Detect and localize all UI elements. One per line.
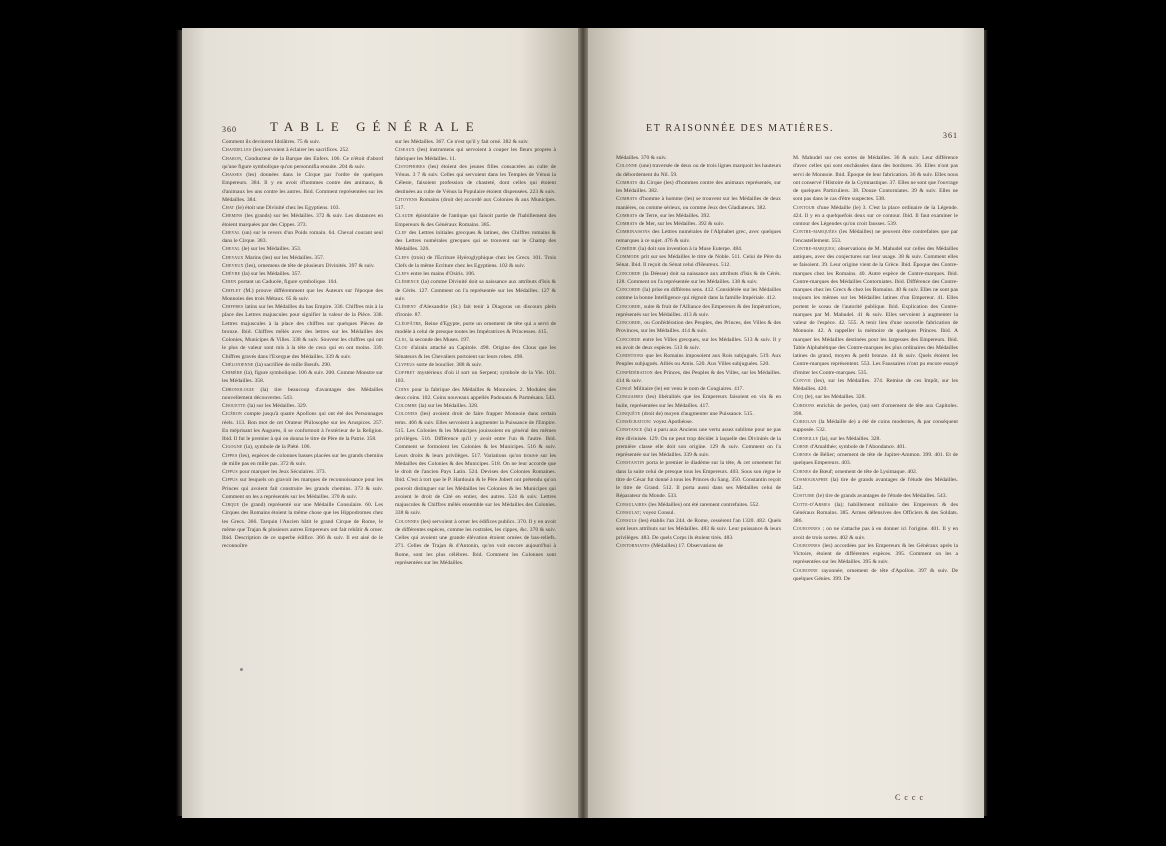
entry-text: (la) tire beaucoup d'avantages des Médailles nouvellement découvertes. 543. xyxy=(222,386,384,401)
entry-headword: Chronologie xyxy=(222,386,261,393)
entry-headword: Cippus xyxy=(222,477,240,484)
index-entry xyxy=(793,228,958,245)
book-spread xyxy=(182,28,984,818)
index-entry xyxy=(222,270,383,278)
right-columns xyxy=(616,154,958,583)
index-entry xyxy=(222,262,383,270)
entry-text: (le grand) représenté sur une Médaille Consulaire. 60. Les Cirques des Romains étoient la même chose que les Hippodromes chez les Grecs. 366. Tarquin l'Ancien bâtit le grand Cirque de Rome, le même que Trajan & plusieurs autres Empereurs ont fait rebâtir & orner. Ibid. Description de ce superbe édifice. 366 & suiv. Il est aisé de le reconnoître xyxy=(222,502,383,550)
index-entry xyxy=(395,138,556,146)
entry-text: Marins (les) sur les Médailles. 357. xyxy=(245,254,325,261)
entry-text: (la) comme Divinité doit sa naissance aux attributs d'Isis & de Cérès. 127. Comment on l'a représentée sur les Médailles. 127 & suiv. xyxy=(395,279,556,302)
entry-headword: Clou xyxy=(395,345,411,352)
index-entry xyxy=(395,518,556,568)
entry-text: (la Médaille de) a été de coins modernes, & par conséquent supposée. 532. xyxy=(793,419,958,434)
entry-headword: Chiflet xyxy=(222,287,244,294)
entry-text: voyez Consul. xyxy=(642,509,675,516)
entry-text: compte jusqu'à quatre Apollons qui ont été des Personnages réels. 113. Bon mot de cet Orateur Philosophe sur les Aruspices. 257. En méprisant les Augures, il se conformoit à l'extérieur de la Religion. Ibid. Il fut le premier à qui on donna le titre de Père de la Patrie. 358. xyxy=(222,411,383,442)
entry-text: du Cirque (les) d'hommes contre des animaux représentés, sur les Médailles. 382. xyxy=(616,179,781,194)
entry-text: (droit de) moyen d'augmenter une Puissance. 515. xyxy=(641,410,754,417)
entry-headword: Congé xyxy=(616,386,634,392)
entry-text: sorte de bouclier. 388 & suiv. xyxy=(416,361,483,368)
index-entry xyxy=(395,229,556,254)
index-entry xyxy=(222,361,383,369)
entry-headword: Clefs xyxy=(395,254,412,261)
entry-text: (trois) de l'Ecriture Hyéroglyphique chez les Grecs. 101. Trois Clefs de la même Ecriture chez les Egyptiens. 102 & suiv. xyxy=(395,254,556,269)
index-entry xyxy=(793,245,958,377)
entry-text: (le), sur les Médailles. 328. xyxy=(804,394,866,401)
index-entry xyxy=(616,245,781,253)
entry-text: (les) données dans le Cirque par l'ordre de quelques Empereurs. 384. Il y en avoit d'hommes contre des animaux, & d'animaux les uns contre les autres. Ibid. Comment représentées sur les Médailles. 384. xyxy=(222,172,383,203)
entry-headword: Cornes xyxy=(793,468,813,475)
index-entry xyxy=(793,501,958,526)
entry-headword: Couronnes xyxy=(793,526,823,533)
index-entry xyxy=(222,146,383,154)
entry-headword: Clypeus xyxy=(395,361,417,368)
index-entry xyxy=(616,410,781,418)
entry-headword: Coq xyxy=(793,394,805,401)
index-entry xyxy=(616,418,781,426)
entry-text: entre les mains d'Osiris. 106. xyxy=(410,271,476,277)
entry-text: prit sur ses Médailles le titre de Noble. 511. Celui de Père du Sénat. Ibid. Il reçoit du Sénat celui d'Heureux. 512. xyxy=(616,254,781,269)
index-entry xyxy=(395,369,556,386)
entry-text: (le) sur les Médailles. 353. xyxy=(241,246,302,253)
entry-headword: Consulat; xyxy=(616,509,643,516)
entry-text: (les) libéralités que les Empereurs faisoient en vin & en huile, représentées sur les Médailles. 417. xyxy=(616,394,782,409)
entry-headword: Chien xyxy=(222,279,238,286)
entry-text: latins sur les Médailles du bas Empire. 336. Chiffres mis à la place des Lettres majuscules pour signifier la valeur de la Pièce. 338. Lettres majuscules à la place des chiffres sur quelques Pièces de bronze. Ibid. Chiffres mêlés avec des lettres sur les Médailles des Colonies, Municipes & Villes. 338 & suiv. Souvent les chiffres qui ont le plus de valeur sont mis à la tête de ceux qui en ont moins. 339. Chiffres gravés dans l'Exergue des Médailles. 339 & suiv. xyxy=(222,304,383,360)
entry-headword: Cléopâtre, xyxy=(395,320,425,327)
entry-text: d'Alexandrie (St.) fait tenir à Diagoras un discours plein d'ironie. 87. xyxy=(395,304,557,319)
entry-text: Militaire (le) est venu le nom de Congiaires. 417. xyxy=(633,386,744,392)
index-entry xyxy=(616,336,781,353)
entry-text: (une) traversée de deux ou de trois lignes marquoit les hauteurs du débordement du Nil. 59. xyxy=(616,163,781,178)
entry-text: portant un Caducée, figure symbolique. 104. xyxy=(237,279,338,286)
entry-headword: Clio, xyxy=(395,337,410,343)
index-entry xyxy=(395,163,556,196)
entry-headword: Chandelles xyxy=(222,147,253,154)
entry-text: (Médailles) 17. Observations de xyxy=(651,542,723,549)
entry-headword: Colombe xyxy=(395,403,419,409)
index-entry xyxy=(793,418,958,435)
index-entry xyxy=(222,254,383,262)
index-entry xyxy=(395,146,556,163)
entry-text: (les) étoient des jeunes filles consacrées au culte de Vénus. 3 7 & suiv. Celles qui servoient dans les Temples de Vénus la Céleste, faisoient profession de chasteté, dont celles qui étoient destinées au culte de Vénus la Populaire étoient dispensées. 223 & suiv. xyxy=(395,163,556,195)
entry-headword: Chouette xyxy=(222,403,248,409)
entry-text: (les) établis l'an 244. de Rome, cessèrent l'an 1320. 482. Quels sont leurs attributs sur les Médailles. 483 & suiv. Leur puissance & leurs privilèges. 483. De quels Corps ils étoient tirés. 483. xyxy=(616,518,781,541)
entry-headword: Concorde, xyxy=(616,303,644,310)
index-entry xyxy=(616,303,781,320)
index-entry xyxy=(793,468,958,476)
index-entry xyxy=(616,270,781,287)
index-entry xyxy=(222,278,383,286)
index-entry xyxy=(616,154,781,162)
entry-text: ; on ne s'attache pas à en donner ici l'origine. 401. Il y en avoit de trois sortes. 402 & suiv. xyxy=(793,526,958,541)
entry-text: (la), sur les Médailles. 328. xyxy=(819,435,881,442)
entry-text: (la), symbole de la Piété. 106. xyxy=(244,444,311,451)
entry-headword: Colonnes xyxy=(395,518,421,525)
entry-headword: Clef xyxy=(395,229,409,236)
index-entry xyxy=(616,253,781,270)
entry-text: d'homme à homme (les) se trouvent sur les Médailles de deux manières, ou comme sérieux, ou comme Jeux des Gladiateurs. 382. xyxy=(616,196,781,211)
entry-headword: Combats xyxy=(616,196,640,203)
index-entry xyxy=(616,162,781,179)
entry-headword: Convoi xyxy=(793,377,814,384)
entry-headword: Cirque xyxy=(222,502,243,508)
index-entry xyxy=(616,426,781,459)
entry-headword: Concorde, xyxy=(616,320,645,326)
entry-text: de Bœuf; ornement de tête de Lysimaque. 402. xyxy=(812,468,918,475)
entry-headword: Colonne xyxy=(616,163,640,170)
index-entry xyxy=(222,171,383,204)
right-page-number: 361 xyxy=(943,131,958,140)
entry-headword: Ciseaux xyxy=(395,147,418,154)
entry-headword: Consécration: xyxy=(616,419,654,425)
entry-headword: Consulaires xyxy=(616,501,649,508)
entry-headword: Chevaux xyxy=(222,254,246,261)
entry-text: pour marquer les Jeux Séculaires. 373. xyxy=(239,469,326,475)
index-entry xyxy=(616,319,781,336)
page-speck xyxy=(240,668,243,671)
entry-headword: Contre-marquées xyxy=(793,229,840,236)
entry-text: (les Médailles) ne peuvent être contrefaites que par l'encastellement. 553. xyxy=(793,229,958,244)
index-entry xyxy=(395,336,556,344)
entry-headword: Claude xyxy=(395,213,416,220)
entry-text: (la) tire de grands avantages de l'étude des Médailles. 542. xyxy=(793,476,958,491)
index-entry xyxy=(616,179,781,196)
entry-text: mystérieux d'où il sort un Serpent; symbole de la Vie. 101. 103. xyxy=(395,370,557,385)
entry-text: (M.) prouve différemment que les Auteurs sur l'époque des Monnoies des trois Métaux. 65 & suiv. xyxy=(222,287,383,302)
index-entry xyxy=(616,542,781,550)
entry-headword: Corneille xyxy=(793,435,820,442)
entry-headword: Cotte-d'Armes xyxy=(793,501,835,508)
entry-text: (la) sur les Médailles. 357. xyxy=(241,271,302,277)
entry-text: (la) sur les Médailles. 328. xyxy=(418,403,479,409)
entry-text: Romains (droit de) accordé aux Colonies & aux Municipes. 517. xyxy=(395,196,556,211)
entry-headword: Combats xyxy=(616,179,640,186)
entry-text: porta le premier le diadème sur la tête, & cet ornement fut dans la suite celui de presque tous les Empereurs. 403. Sous son règne le titre de César fut donné à tous les Princes du Sang. 350. Constantin reçoit le titre de Grand. 512. Il porta aussi dans ses Médailles celui de Réparateur du Monde. 533. xyxy=(616,460,781,500)
entry-text: de Mer, sur les Médailles. 392 & suiv. xyxy=(638,221,725,227)
entry-text: des Lettres numérales de l'Alphabet grec, avec quelques remarques à ce sujet. 476 & suiv. xyxy=(616,229,781,244)
index-entry xyxy=(395,344,556,361)
entry-text: (la Déesse) doit sa naissance aux attributs d'Isis & de Cérès. 128. Comment on l'a représentée sur les Médailles. 138 & suiv. xyxy=(616,270,781,285)
entry-headword: Confédération xyxy=(616,369,655,376)
index-entry xyxy=(793,377,958,394)
index-entry xyxy=(616,369,781,386)
index-entry xyxy=(616,393,781,410)
index-entry xyxy=(395,361,556,369)
entry-text: (la) sacrifiée de mille Bœufs. 290. xyxy=(255,361,332,368)
entry-headword: Conquête xyxy=(616,410,642,417)
entry-headword: Cistophores xyxy=(395,163,429,170)
index-entry xyxy=(395,212,556,229)
entry-headword: Charon, xyxy=(222,155,245,162)
index-entry xyxy=(616,212,781,220)
index-entry xyxy=(395,303,556,320)
index-entry xyxy=(395,270,556,278)
index-entry xyxy=(395,410,556,517)
index-entry xyxy=(222,369,383,386)
index-entry xyxy=(793,402,958,419)
index-entry xyxy=(793,542,958,567)
left-running-title: TABLE GÉNÉRALE xyxy=(270,119,481,134)
index-entry xyxy=(793,443,958,451)
entry-headword: Clémence xyxy=(395,279,422,286)
index-entry xyxy=(222,204,383,212)
right-running-title: ET RAISONNÉE DES MATIÈRES. xyxy=(646,123,835,134)
entry-text: d'Amalthée; symbole de l'Abondance. 401. xyxy=(810,443,907,450)
entry-text: (la) prise en différens sens. 412. Considérée sur les Médailles comme la bonne Intelligence qui régnoit dans la famille Impériale. 412. xyxy=(616,287,782,302)
entry-text: (les Médailles) ont été rarement contrefaites. 552. xyxy=(648,501,760,508)
index-entry xyxy=(616,459,781,500)
entry-headword: Concorde xyxy=(616,287,643,293)
entry-headword: Concorde xyxy=(616,270,643,277)
entry-headword: Comédie xyxy=(616,245,639,252)
entry-headword: Contour xyxy=(793,204,817,211)
entry-headword: Constantin xyxy=(616,460,647,467)
index-entry xyxy=(222,402,383,410)
entry-text: (la) doit son invention à la Muse Euterpe. 484. xyxy=(638,245,743,252)
entry-text: pour la fabrique des Médailles & Monnoies. 2. Modules des deux coins. 102. Coins nouveaux appellés Padouans & Parmésans. 543. xyxy=(395,386,556,401)
entry-headword: Colonies xyxy=(395,411,421,418)
index-entry xyxy=(395,402,556,410)
index-entry xyxy=(222,452,383,469)
left-columns xyxy=(222,138,556,567)
index-entry xyxy=(222,386,383,403)
entry-headword: Cheval xyxy=(222,229,243,236)
entry-text: (les) instrumens qui servoient à couper les fleurs propres à fabriquer les Médailles. 11. xyxy=(395,147,556,162)
entry-headword: Corne xyxy=(793,443,811,450)
index-entry xyxy=(616,228,781,245)
index-entry xyxy=(793,492,958,500)
entry-headword: Cordons xyxy=(793,402,817,409)
index-entry xyxy=(395,254,556,271)
entry-text: sur les Médailles. 367. Ce n'est qu'il y fait orné. 382 & suiv. xyxy=(395,139,529,145)
entry-headword: Cornes xyxy=(793,452,814,458)
index-entry xyxy=(222,443,383,451)
entry-text: suite & fruit de l'Alliance des Empereurs & des Impératrices, représentés sur les Médailles. 413 & suiv. xyxy=(616,303,781,318)
entry-text: (la) a paru aux Anciens une vertu assez sublime pour ne pas être divinisée. 129. On ne peut trop décider à laquelle des Divinités de la première classe elle doit son origine. 129 & suiv. Comment on l'a représentée sur les Médailles. 339 & suiv. xyxy=(616,427,781,458)
entry-text: de Bélier; ornement de tête de Jupiter-Ammon. 399. 401. Et de quelques Empereurs. 403. xyxy=(793,452,958,467)
entry-text: (les), sur les Médailles. 374. Remise de ces Impôt, sur les Médailles. 420. xyxy=(793,377,958,392)
entry-headword: Cigogne xyxy=(222,444,245,451)
entry-headword: Commode xyxy=(616,254,642,260)
entry-headword: Chélonienne xyxy=(222,361,256,368)
index-entry xyxy=(616,509,781,517)
entry-headword: Congiaires xyxy=(616,394,647,401)
index-entry xyxy=(616,352,781,369)
entry-text: d'une Médaille (le) 3. C'est la place ordinaire de la Légende. 424. Il y en a quelquefois deux sur ce contour. Ibid. Il faut examiner le contour des Légendes qu'on croit fausses. 539. xyxy=(793,204,959,227)
entry-headword: Costume xyxy=(793,493,817,500)
entry-text: (le) tire de grands avantages de l'étude des Médailles. 543. xyxy=(816,493,947,500)
index-entry xyxy=(793,393,958,401)
entry-text: Comment ils devinrent Idolâtres. 75 & suiv. xyxy=(222,139,321,145)
index-entry xyxy=(222,229,383,246)
entry-text: entre les Villes grecques, sur les Médailles. 513 & suiv. Il y en avoit de deux espèces. 513 & suiv. xyxy=(616,336,781,351)
index-entry xyxy=(222,303,383,361)
entry-headword: Coriolan xyxy=(793,419,819,425)
index-entry xyxy=(616,501,781,509)
entry-text: ou Confédération des Peuples, des Princes, des Villes & des Provinces, sur les Médailles. 414 & suiv. xyxy=(616,320,781,335)
entry-text: Conducteur de la Barque des Enfers. 106. Ce n'étoit d'abord qu'une figure symbolique qu'on personnifia ensuite. 204 & suiv. xyxy=(222,155,383,170)
left-column-2 xyxy=(395,138,556,567)
index-entry xyxy=(222,138,383,146)
index-entry xyxy=(395,196,556,213)
entry-headword: Combats xyxy=(616,221,639,227)
signature-mark: C c c c xyxy=(895,793,924,802)
entry-headword: Cosmographie xyxy=(793,476,831,483)
entry-text: épistolaire de l'antique qui faisoit partie de l'habillement des Empereurs & des Généraux Romains. 385. xyxy=(395,213,556,228)
entry-headword: Couronnes xyxy=(793,542,823,549)
entry-text: (les), espèces de colonnes basses placées sur les grands chemins de mille pas en mille pas. 372 & suiv. xyxy=(222,452,383,467)
entry-headword: Couronne xyxy=(793,567,822,574)
entry-headword: Conditions xyxy=(616,353,646,359)
entry-headword: Combats xyxy=(616,212,639,219)
entry-headword: Coffret xyxy=(395,370,418,376)
index-entry xyxy=(395,278,556,303)
entry-text: (les), ornemens de tête de plusieurs Divinités. 397 & suiv. xyxy=(245,262,375,269)
entry-text: (la); habillement militaire des Empereurs & des Généraux Romains. 385. Armes défensives des Officiers & des Soldats. 386. xyxy=(793,501,958,524)
entry-headword: Concorde xyxy=(616,336,643,343)
entry-headword: Citoyens xyxy=(395,196,420,203)
index-entry xyxy=(222,287,383,304)
entry-headword: Coins xyxy=(395,386,412,393)
right-page xyxy=(588,28,984,818)
entry-text: la seconde des Muses. 197. xyxy=(409,337,471,343)
entry-text: Médailles. 370 & suiv. xyxy=(616,155,667,161)
entry-headword: Chimère xyxy=(222,370,245,376)
entry-headword: Cippus xyxy=(222,469,240,475)
index-entry xyxy=(222,476,383,501)
entry-text: (les grands) sur les Médailles. 372 & suiv. Les distances en étoient marquées par des Cippes. 373. xyxy=(222,213,383,228)
right-column-2 xyxy=(793,154,958,583)
left-column-1 xyxy=(222,138,383,567)
entry-headword: Chèvre xyxy=(222,271,242,277)
entry-text: M. Mahudel sur ces sortes de Médailles. 36 & suiv. Leur différence d'avec celles qui sont enchâssées dans des bordures. 36. Elles n'ont pas servi de Monnoie. Ibid. Époque de leur fabrication. 36 & suiv. Elles nous ont conservé l'Histoire de la Gymnastique. 37. Elles ne sont que l'ouvrage de quelques Particuliers. 38. Douze Contorniates. 39 & suiv. Elles ne sont pas dans le cas d'être suspectes. 538. xyxy=(793,155,958,203)
left-page-number: 360 xyxy=(222,125,237,134)
book-gutter xyxy=(578,28,588,818)
entry-text: (les) avoient droit de faire frapper Monnoie dans certain tems. 466 & suiv. Elles servoient à augmenter la Puissance de l'Empire. 515. Les Colonies & les Municipes jouissoient en général des mêmes privilèges. 516. Différence qu'il y avoit entre l'un & l'autre. Ibid. Comment se formoient les Colonies & les Municipes. 516 & suiv. Leurs droits & leurs privilèges. 517. Variations qu'on trouve sur les Médailles des Colonies & des Municipes. 518. On ne leur accorde que le droit de l'ancien Pays Latin. 524. Devises des Colonies Romaines. Ibid. C'est à tort que le P. Hardouin & le Père Jobert ont prétendu qu'on pouvoit distinguer sur les Médailles les Colonies & les Municipes qui avoient le droit de Cité en entier, des autres. 524 & suiv. Lettres majuscules & Chiffres mêlés ensemble sur les Médailles des Colonies. 338 & suiv. xyxy=(395,411,556,517)
index-entry xyxy=(222,155,383,172)
entry-text: (la), figure symbolique. 106 & suiv. 200. Comme Monstre sur les Médailles. 358. xyxy=(222,370,383,385)
entry-headword: Combinaisons xyxy=(616,229,653,236)
index-entry xyxy=(616,286,781,303)
index-entry xyxy=(793,204,958,229)
entry-headword: Clefs xyxy=(395,271,411,277)
index-entry xyxy=(616,517,781,542)
entry-headword: Chemins xyxy=(222,213,245,220)
entry-text: (les) accordées par les Empereurs & les Généraux après la Victoire, étoient de différentes espèces. 395. Comment on les a représentées sur les Médailles. 395 & suiv. xyxy=(793,542,958,566)
entry-headword: Cheval xyxy=(222,246,242,253)
entry-headword: Cippes xyxy=(222,452,240,459)
index-entry xyxy=(222,245,383,253)
index-entry xyxy=(793,435,958,443)
entry-text: (un) sur le revers d'un Poids romain. 64. Cheval courant seul dans le Cirque. 383. xyxy=(222,229,383,244)
index-entry xyxy=(222,410,383,443)
index-entry xyxy=(222,468,383,476)
entry-text: rayonnée; ornement de tête d'Apollon. 397 & suiv. De quelques Génies. 399. De xyxy=(793,567,958,582)
entry-text: observations de M. Mahudel sur celles des Médailles antiques, avec des conjectures sur leur usage. 38 & suiv. Comment elles se faisoient. 39. Leur origine vient de la Grèce. Ibid. Époque des Contre-marques chez les Romains. 40. Autre espèce de Contre-marques. Ibid. Contre-marques des Médailles Contorniates. Ibid. Différence des Contre-marques chez les Grecs & chez les Romains. 40 & suiv. Elles ne sont pas toujours les mêmes sur les Médailles latines d'un Empereur. 41. Elles portent le sceau de l'autorité publique. Ibid. Explication des Contre-marques par M. Mahudel. 41 & suiv. Elles servoient à augmenter la valeur de l'espèce. 42. 555. A tenir lieu d'une nouvelle fabrication de Monnoie. 42. A rappeller la mémoire de quelques Princes. Ibid. A marquer les Médailles destinées pour les largesses des Empereurs. Ibid. Table Alphabétique des Contre-marques les plus ordinaires des Médailles latines du grand, moyen & petit bronze. 44 & suiv. Quels étoient les Contre-marques représentent. 553. Les Faussaires n'ont pu encore essayé d'imiter les Contre-marques. 535. xyxy=(793,245,959,376)
entry-text: que les Romains imposoient aux Rois subjugués. 519. Aux Peuples subjugués. Alliés ou Amis. 520. Aux Villes subjuguées. 520. xyxy=(616,353,782,368)
index-entry xyxy=(616,220,781,228)
entry-headword: Chiffres xyxy=(222,304,246,310)
entry-text: voyez Apothéose. xyxy=(653,419,694,425)
entry-headword: Clément xyxy=(395,304,420,310)
index-entry xyxy=(793,525,958,542)
index-entry xyxy=(395,320,556,337)
index-entry xyxy=(793,451,958,468)
left-page xyxy=(182,28,578,818)
entry-text: de Terre, sur les Médailles. 392. xyxy=(638,212,711,219)
entry-headword: Consuls xyxy=(616,518,639,524)
entry-text: (le) étoit une Divinité chez les Egyptiens. 103. xyxy=(235,205,340,211)
entry-text: (les) servoient à orner les édifices publics. 370. Il y en avoit de différentes espèces, comme les rostrales, les cippes, &c. 370 & suiv. Celles qui avoient une grande élévation étoient ornées de bas-reliefs. 271. Celles de Trajan & d'Antonin, qu'on voit encore aujourd'hui à Rome, sont les plus célèbres. Ibid. Comment les Colonnes sont représentées sur les Médailles. xyxy=(395,518,556,566)
entry-text: des Lettres initiales grecques & latines, des Chiffres romains & des Lettres numérales grecques qui se trouvent sur le Champ des Médailles. 326. xyxy=(395,229,556,253)
entry-headword: Contre-marques; xyxy=(793,245,838,252)
entry-text: sur lesquels on gravoit les marques de reconnoissance pour les Princes qui avoient fait construire les grands chemins. 373 & suiv. Comment on les a représentés sur les Médailles. 370 & suiv. xyxy=(222,477,383,500)
index-entry xyxy=(222,212,383,229)
entry-text: (la) sur les Médailles. 329. xyxy=(247,403,308,409)
entry-text: d'airain attaché au Capitole. 498. Origine des Clous que les Sénateurs & les Chevaliers portoient sur leurs robes. 498. xyxy=(395,345,556,360)
index-entry xyxy=(793,567,958,584)
index-entry xyxy=(616,385,781,393)
entry-text: des Princes, des Peuples & des Villes, sur les Médailles. 414 & suiv. xyxy=(616,369,781,384)
index-entry xyxy=(222,501,383,551)
entry-text: enrichis de perles, (un) sert d'ornement de tête aux Capitoles. 398. xyxy=(793,402,958,417)
index-entry xyxy=(793,476,958,493)
index-entry xyxy=(793,154,958,204)
right-column-1 xyxy=(616,154,781,583)
entry-text: (les) servoient à éclairer les sacrifices. 252. xyxy=(252,147,350,154)
entry-headword: Chat xyxy=(222,205,236,211)
index-entry xyxy=(616,195,781,212)
entry-headword: Contorniates xyxy=(616,542,652,549)
entry-headword: Chasses xyxy=(222,172,247,178)
index-entry xyxy=(395,386,556,403)
entry-text: Reine d'Egypte, porte un ornement de tête qui a servi de modèle à celui de presque toutes les Impératrices & Princesses. 415. xyxy=(395,320,557,335)
entry-headword: Cheveux xyxy=(222,262,246,269)
entry-headword: Constance xyxy=(616,427,645,434)
entry-headword: Cicéron xyxy=(222,411,245,418)
